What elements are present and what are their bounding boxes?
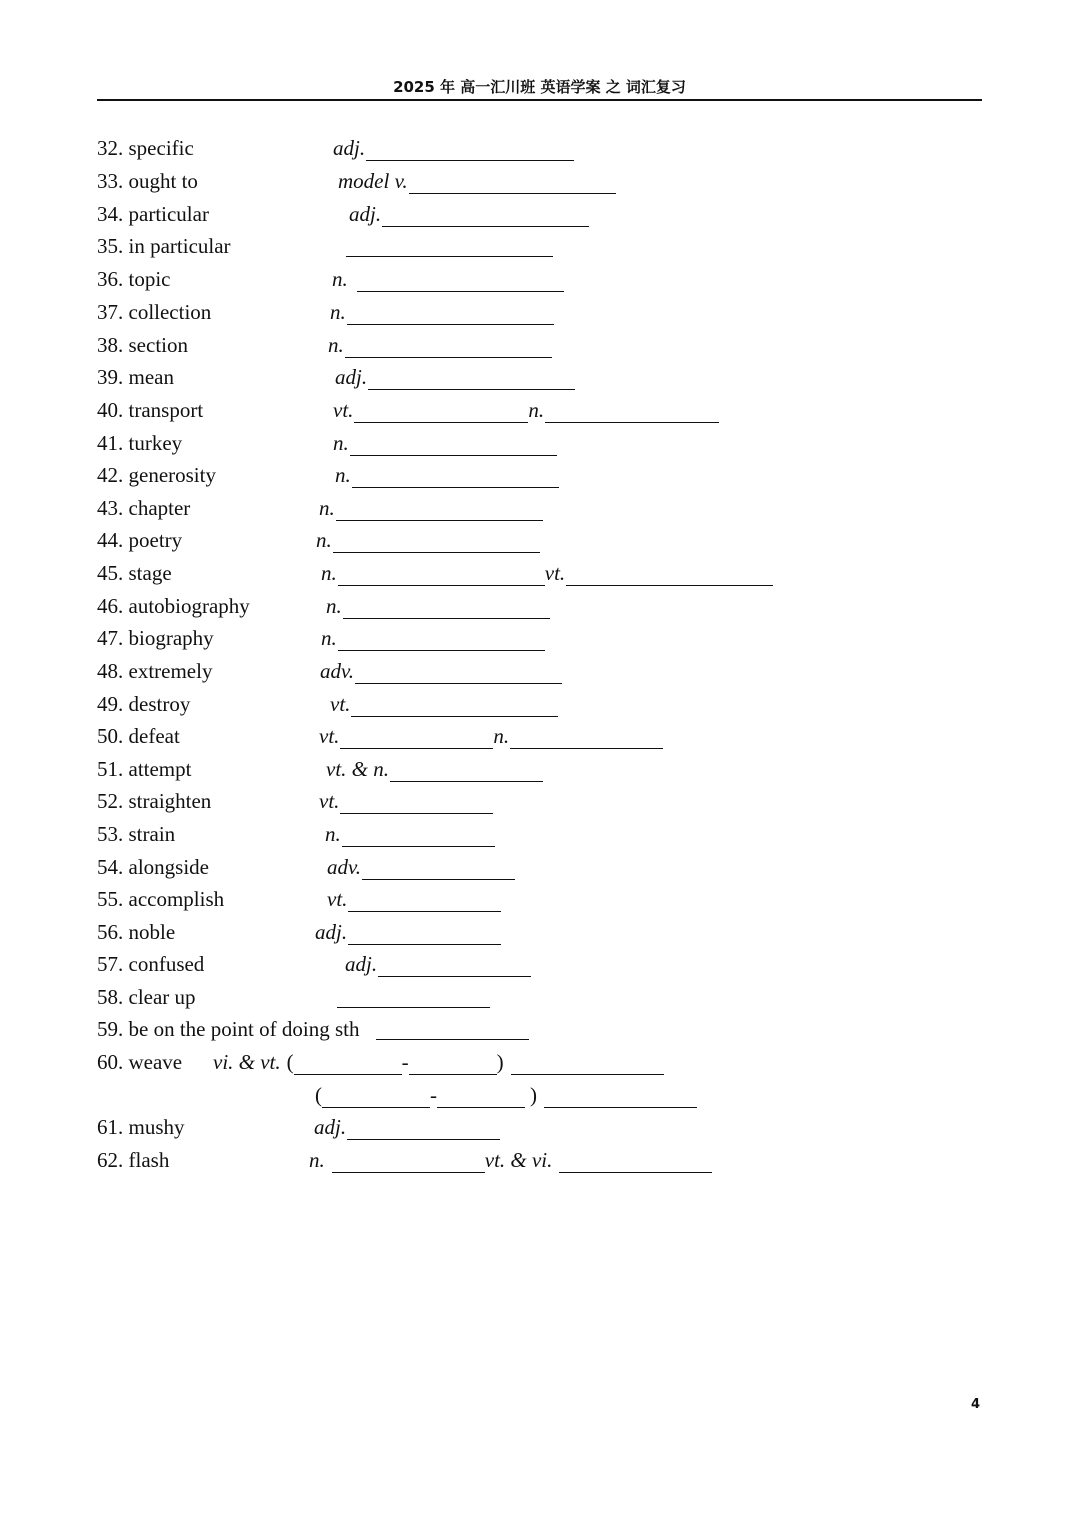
- answer-blank-2[interactable]: [559, 1150, 712, 1173]
- term: 47. biography: [97, 626, 214, 650]
- pos-label: adj.: [349, 202, 382, 226]
- vocab-row-39: [97, 365, 997, 395]
- answer-blank[interactable]: [362, 857, 515, 880]
- answer-blank[interactable]: [332, 1150, 485, 1173]
- term: 35. in particular: [97, 234, 231, 258]
- vocab-row-42: [97, 463, 997, 493]
- vocab-row-37: [97, 300, 997, 330]
- paren-close: ): [496, 1050, 504, 1074]
- vocab-row-57: [97, 952, 997, 982]
- answer-blank[interactable]: [343, 596, 550, 619]
- answer-blank[interactable]: [338, 563, 545, 586]
- pos-label: model v.: [338, 169, 408, 193]
- vocab-row-59: [97, 1017, 997, 1047]
- term: 51. attempt: [97, 757, 192, 781]
- pos-label: adj.: [314, 1115, 347, 1139]
- pos-label: n.: [321, 561, 337, 585]
- vocab-row-44: [97, 528, 997, 558]
- vocab-row-49: [97, 692, 997, 722]
- vocab-row-48: [97, 659, 997, 689]
- term: 36. topic: [97, 267, 171, 291]
- term: 46. autobiography: [97, 594, 250, 618]
- vocab-row-56: [97, 920, 997, 950]
- answer-blank[interactable]: [336, 498, 543, 521]
- header-rule: [97, 99, 982, 101]
- dash: -: [401, 1050, 409, 1074]
- answer-blank[interactable]: [368, 367, 575, 390]
- term: 44. poetry: [97, 528, 183, 552]
- pos-label: n.: [321, 626, 337, 650]
- term: 57. confused: [97, 952, 205, 976]
- term: 61. mushy: [97, 1115, 185, 1139]
- pos-label: n.: [326, 594, 342, 618]
- pos-label: vt.: [319, 724, 340, 748]
- pos-label: vt.: [330, 692, 351, 716]
- term: 50. defeat: [97, 724, 180, 748]
- term: 58. clear up: [97, 985, 196, 1009]
- page-header-title: 2025 年 高一汇川班 英语学案 之 词汇复习: [393, 78, 686, 96]
- vocab-row-47: [97, 626, 997, 656]
- answer-blank[interactable]: [333, 530, 540, 553]
- answer-blank[interactable]: [346, 234, 553, 257]
- answer-blank[interactable]: [348, 922, 501, 945]
- dash: -: [430, 1083, 437, 1107]
- vocab-row-35: [97, 234, 997, 264]
- answer-blank[interactable]: [348, 889, 501, 912]
- pos-label-2: vt. & vi.: [484, 1148, 553, 1172]
- pos-label: adj.: [315, 920, 348, 944]
- pos-label: n.: [325, 822, 341, 846]
- term: 42. generosity: [97, 463, 216, 487]
- vocab-row-36: [97, 267, 997, 297]
- term: 38. section: [97, 333, 188, 357]
- answer-blank[interactable]: [338, 628, 545, 651]
- page-number: 4: [971, 1397, 981, 1412]
- pos-label: adj.: [335, 365, 368, 389]
- vocab-row-45: [97, 561, 997, 591]
- answer-blank[interactable]: [409, 171, 616, 194]
- vocab-row-62: [97, 1148, 997, 1178]
- vocab-row-52: [97, 789, 997, 819]
- pos-label: vt.: [333, 398, 354, 422]
- term: 53. strain: [97, 822, 176, 846]
- answer-blank-2[interactable]: [566, 563, 773, 586]
- paren-close: ): [530, 1083, 537, 1107]
- pos-label: n.: [319, 496, 335, 520]
- verb-form-blank[interactable]: [294, 1052, 402, 1075]
- vocab-row-55: [97, 887, 997, 917]
- paren-open: (: [286, 1050, 294, 1074]
- vocab-row-40: [97, 398, 997, 428]
- answer-blank[interactable]: [378, 954, 531, 977]
- term: 52. straighten: [97, 789, 212, 813]
- term: 54. alongside: [97, 855, 209, 879]
- term: 45. stage: [97, 561, 172, 585]
- term: 59. be on the point of doing sth: [97, 1017, 360, 1041]
- term: 39. mean: [97, 365, 174, 389]
- answer-blank[interactable]: [376, 1017, 529, 1040]
- pos-label: vt. & n.: [326, 757, 389, 781]
- vocab-row-43: [97, 496, 997, 526]
- answer-blank[interactable]: [511, 1052, 664, 1075]
- vocab-row-33: [97, 169, 997, 199]
- pos-label: n.: [328, 333, 344, 357]
- term: 40. transport: [97, 398, 204, 422]
- paren-open: (: [315, 1083, 322, 1107]
- pos-label: n.: [309, 1148, 325, 1172]
- answer-blank[interactable]: [345, 335, 552, 358]
- pos-label: n.: [330, 300, 346, 324]
- answer-blank[interactable]: [354, 400, 528, 423]
- answer-blank[interactable]: [347, 1117, 500, 1140]
- answer-blank[interactable]: [337, 985, 490, 1008]
- vocab-row-41: [97, 431, 997, 461]
- answer-blank[interactable]: [382, 204, 589, 227]
- pos-label: n.: [332, 267, 348, 291]
- vocab-row-38: [97, 333, 997, 363]
- term: 49. destroy: [97, 692, 191, 716]
- pos-label: n.: [316, 528, 332, 552]
- vocab-row-32: [97, 136, 997, 166]
- answer-blank[interactable]: [355, 661, 562, 684]
- term: 48. extremely: [97, 659, 213, 683]
- term: 43. chapter: [97, 496, 191, 520]
- pos-label: n.: [335, 463, 351, 487]
- vocab-row-50: [97, 724, 997, 754]
- term: 62. flash: [97, 1148, 170, 1172]
- pos-label: n.: [333, 431, 349, 455]
- vocab-row-60-continued: [97, 1083, 997, 1113]
- answer-blank[interactable]: [544, 1085, 697, 1108]
- answer-blank[interactable]: [350, 433, 557, 456]
- verb-form-blank-2[interactable]: [437, 1085, 525, 1108]
- pos-label: vi. & vt.: [213, 1050, 281, 1074]
- term: 55. accomplish: [97, 887, 225, 911]
- term: 34. particular: [97, 202, 209, 226]
- vocab-row-51: [97, 757, 997, 787]
- vocab-row-61: [97, 1115, 997, 1145]
- term: 32. specific: [97, 136, 194, 160]
- pos-label-2: vt.: [544, 561, 566, 585]
- vocab-row-58: [97, 985, 997, 1015]
- vocab-row-34: [97, 202, 997, 232]
- vocab-row-60: [97, 1050, 997, 1080]
- vocab-row-54: [97, 855, 997, 885]
- pos-label: adj.: [345, 952, 378, 976]
- answer-blank[interactable]: [340, 726, 493, 749]
- answer-blank-2[interactable]: [510, 726, 663, 749]
- answer-blank[interactable]: [357, 269, 564, 292]
- pos-label-2: n.: [493, 724, 510, 748]
- answer-blank-2[interactable]: [545, 400, 719, 423]
- pos-label-2: n.: [528, 398, 545, 422]
- answer-blank[interactable]: [347, 302, 554, 325]
- term: 37. collection: [97, 300, 212, 324]
- pos-label: vt.: [327, 887, 348, 911]
- term: 33. ought to: [97, 169, 198, 193]
- vocab-row-53: [97, 822, 997, 852]
- term: 56. noble: [97, 920, 176, 944]
- pos-label: vt.: [319, 789, 340, 813]
- answer-blank[interactable]: [351, 694, 558, 717]
- vocab-row-46: [97, 594, 997, 624]
- verb-form-blank-2[interactable]: [409, 1052, 497, 1075]
- term: 41. turkey: [97, 431, 183, 455]
- answer-blank[interactable]: [390, 759, 543, 782]
- term: 60. weave: [97, 1050, 183, 1074]
- answer-blank[interactable]: [340, 791, 493, 814]
- pos-label: adj.: [333, 136, 366, 160]
- answer-blank[interactable]: [366, 138, 574, 161]
- answer-blank[interactable]: [342, 824, 495, 847]
- pos-label: adv.: [327, 855, 362, 879]
- answer-blank[interactable]: [352, 465, 559, 488]
- pos-label: adv.: [320, 659, 355, 683]
- verb-form-blank[interactable]: [322, 1085, 430, 1108]
